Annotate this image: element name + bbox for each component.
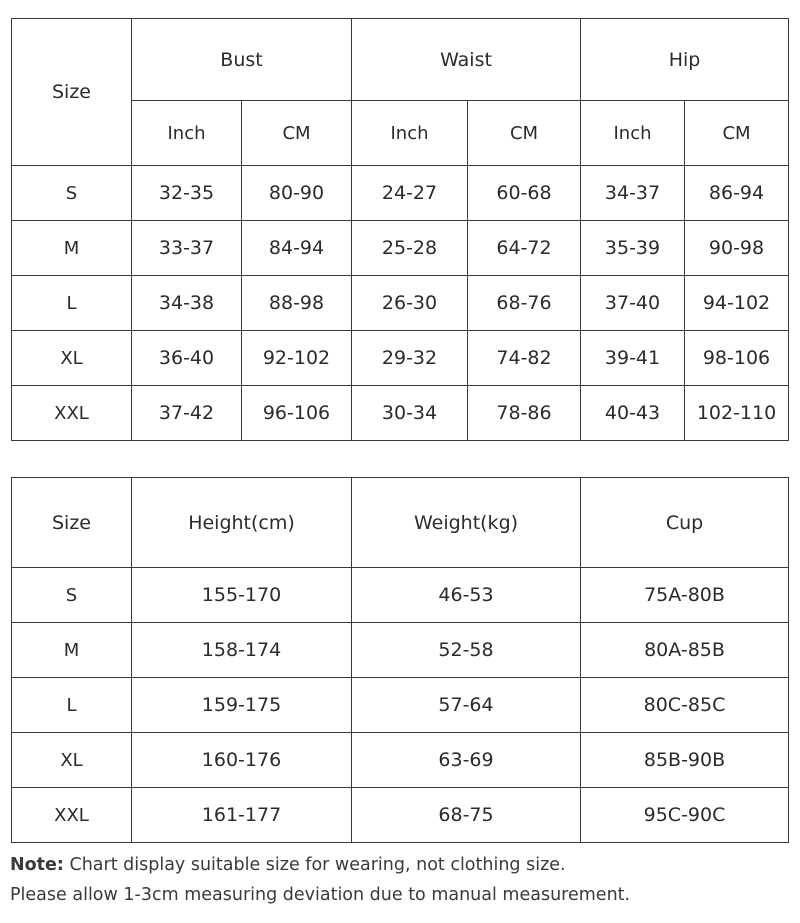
- waist-cm-cell: 68-76: [468, 276, 581, 331]
- unit-header: CM: [685, 101, 789, 166]
- bust-inch-cell: 37-42: [132, 386, 242, 441]
- table-row: [12, 733, 789, 788]
- weight-cell: 57-64: [352, 678, 581, 733]
- size-header: Size: [12, 19, 132, 166]
- waist-cm-cell: 78-86: [468, 386, 581, 441]
- waist-cm-cell: 74-82: [468, 331, 581, 386]
- height-cell: 159-175: [132, 678, 352, 733]
- waist-inch-cell: 26-30: [352, 276, 468, 331]
- table-row: [12, 568, 789, 623]
- height-cell: 155-170: [132, 568, 352, 623]
- table-row: [12, 166, 789, 221]
- size-cell: XL: [12, 331, 132, 386]
- note-line-2: Please allow 1-3cm measuring deviation due to manual measurement.: [10, 885, 631, 905]
- bust-cm-cell: 96-106: [242, 386, 352, 441]
- size-cell: M: [12, 623, 132, 678]
- note-text-1: Chart display suitable size for wearing, not clothing size.: [69, 855, 566, 875]
- bust-inch-cell: 32-35: [132, 166, 242, 221]
- waist-inch-cell: 24-27: [352, 166, 468, 221]
- weight-cell: 68-75: [352, 788, 581, 843]
- size-cell: S: [12, 166, 132, 221]
- waist-cm-cell: 60-68: [468, 166, 581, 221]
- fit-table: [11, 477, 789, 843]
- table-row: [12, 623, 789, 678]
- unit-header: CM: [468, 101, 581, 166]
- waist-inch-cell: 25-28: [352, 221, 468, 276]
- bust-inch-cell: 33-37: [132, 221, 242, 276]
- waist-inch-cell: 30-34: [352, 386, 468, 441]
- unit-header: Inch: [132, 101, 242, 166]
- note-label: Note:: [10, 855, 64, 875]
- bust-cm-cell: 80-90: [242, 166, 352, 221]
- table-row: [12, 678, 789, 733]
- unit-header: CM: [242, 101, 352, 166]
- bust-cm-cell: 84-94: [242, 221, 352, 276]
- bust-inch-cell: 36-40: [132, 331, 242, 386]
- size-cell: L: [12, 276, 132, 331]
- hip-cm-cell: 102-110: [685, 386, 789, 441]
- cup-cell: 75A-80B: [581, 568, 789, 623]
- size-cell: S: [12, 568, 132, 623]
- table-row: [12, 331, 789, 386]
- hip-cm-cell: 94-102: [685, 276, 789, 331]
- bust-cm-cell: 92-102: [242, 331, 352, 386]
- size-cell: L: [12, 678, 132, 733]
- cup-cell: 80C-85C: [581, 678, 789, 733]
- weight-header: Weight(kg): [352, 478, 581, 568]
- height-cell: 161-177: [132, 788, 352, 843]
- weight-cell: 46-53: [352, 568, 581, 623]
- table-row: [12, 788, 789, 843]
- cup-cell: 85B-90B: [581, 733, 789, 788]
- waist-cm-cell: 64-72: [468, 221, 581, 276]
- hip-inch-cell: 39-41: [581, 331, 685, 386]
- cup-header: Cup: [581, 478, 789, 568]
- size-cell: XXL: [12, 386, 132, 441]
- height-cell: 160-176: [132, 733, 352, 788]
- cup-cell: 95C-90C: [581, 788, 789, 843]
- waist-inch-cell: 29-32: [352, 331, 468, 386]
- bust-cm-cell: 88-98: [242, 276, 352, 331]
- hip-cm-cell: 86-94: [685, 166, 789, 221]
- unit-header: Inch: [581, 101, 685, 166]
- table-row: [12, 386, 789, 441]
- size-cell: XL: [12, 733, 132, 788]
- size-header: Size: [12, 478, 132, 568]
- hip-inch-cell: 37-40: [581, 276, 685, 331]
- waist-header: Waist: [352, 19, 581, 101]
- unit-header: Inch: [352, 101, 468, 166]
- hip-inch-cell: 34-37: [581, 166, 685, 221]
- measurements-table: [11, 18, 789, 441]
- weight-cell: 52-58: [352, 623, 581, 678]
- size-cell: M: [12, 221, 132, 276]
- cup-cell: 80A-85B: [581, 623, 789, 678]
- hip-inch-cell: 40-43: [581, 386, 685, 441]
- hip-inch-cell: 35-39: [581, 221, 685, 276]
- note-line-1: [10, 855, 566, 875]
- table-row: [12, 221, 789, 276]
- height-header: Height(cm): [132, 478, 352, 568]
- weight-cell: 63-69: [352, 733, 581, 788]
- hip-cm-cell: 98-106: [685, 331, 789, 386]
- bust-inch-cell: 34-38: [132, 276, 242, 331]
- hip-header: Hip: [581, 19, 789, 101]
- hip-cm-cell: 90-98: [685, 221, 789, 276]
- size-cell: XXL: [12, 788, 132, 843]
- bust-header: Bust: [132, 19, 352, 101]
- table-row: [12, 276, 789, 331]
- height-cell: 158-174: [132, 623, 352, 678]
